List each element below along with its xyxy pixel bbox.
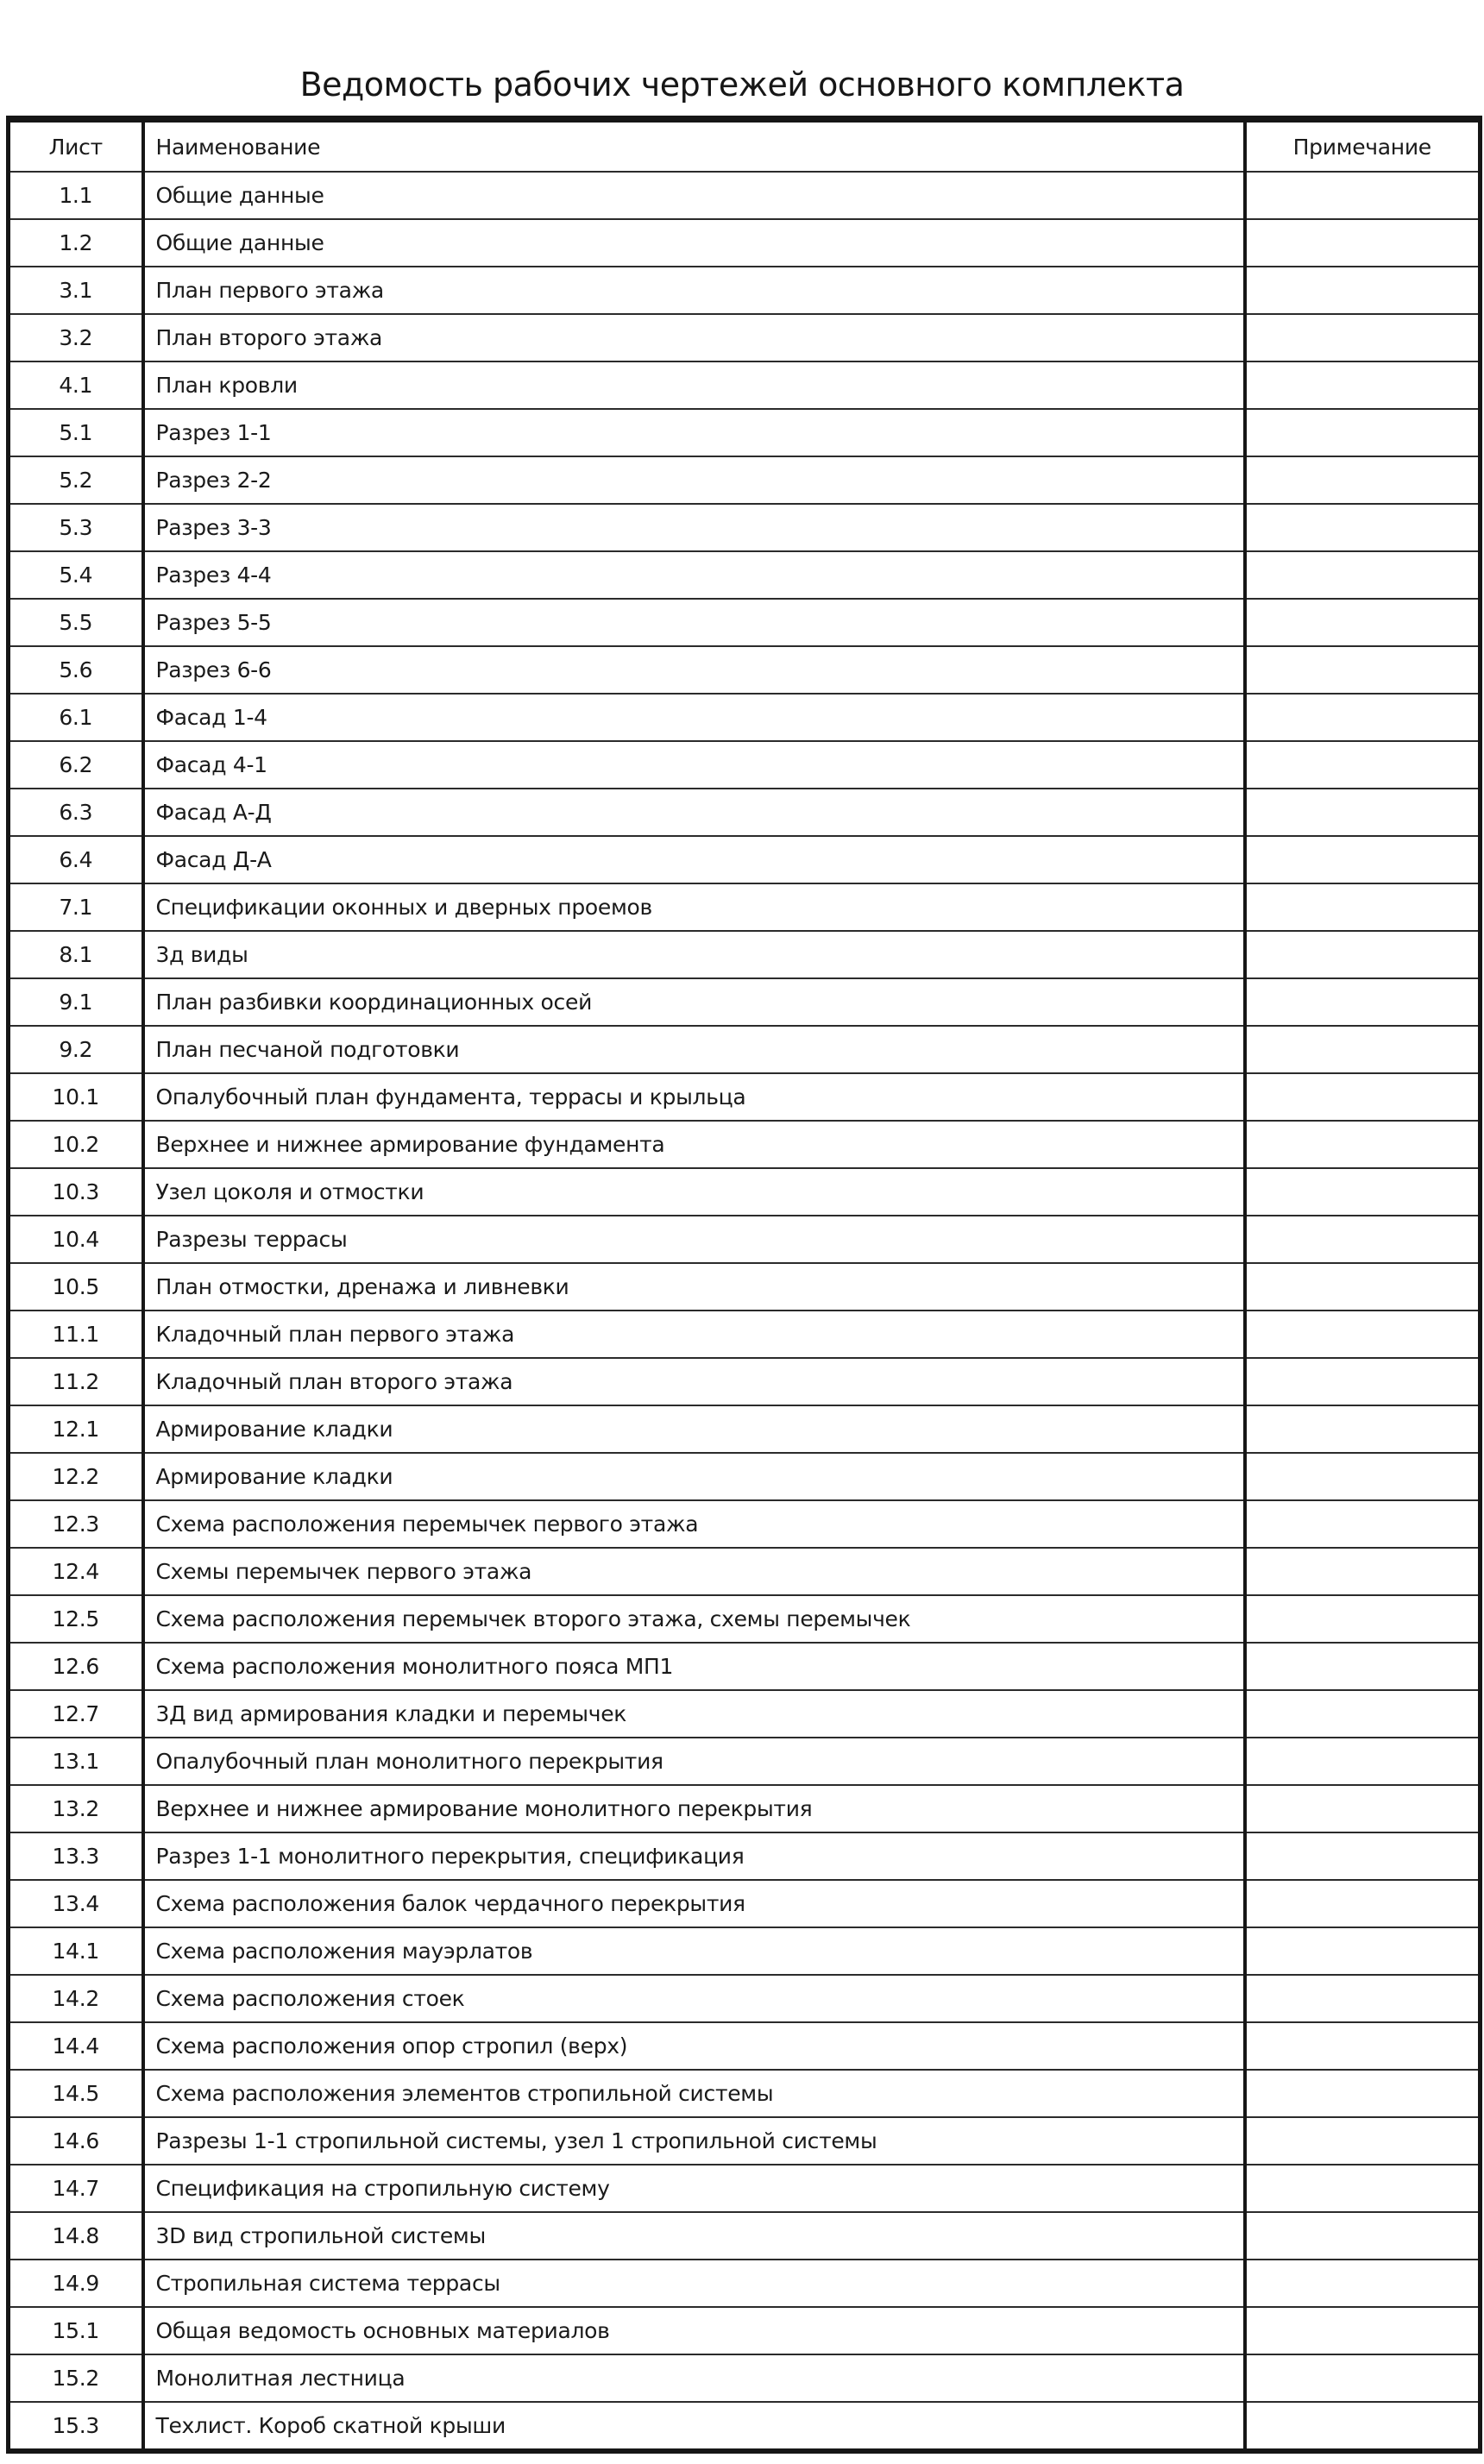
row-name-cell: Схема расположения балок чердачного перекрытия — [143, 1880, 1245, 1927]
table-row — [9, 2022, 1481, 2070]
row-sheet-cell: 15.3 — [9, 2402, 143, 2451]
row-note-cell — [1245, 1975, 1481, 2022]
row-name-cell: Кладочный план первого этажа — [143, 1311, 1245, 1358]
row-name-cell: Спецификация на стропильную систему — [143, 2165, 1245, 2212]
row-note-cell — [1245, 504, 1481, 551]
row-note-cell — [1245, 2022, 1481, 2070]
table-row — [9, 2117, 1481, 2165]
row-note-cell — [1245, 2117, 1481, 2165]
table-row — [9, 1643, 1481, 1690]
row-sheet-cell: 12.5 — [9, 1595, 143, 1643]
drawing-register-table — [6, 116, 1482, 2454]
row-sheet-cell: 3.1 — [9, 267, 143, 314]
row-note-cell — [1245, 1073, 1481, 1121]
column-header-name: Наименование — [143, 119, 1245, 172]
row-sheet-cell: 5.6 — [9, 646, 143, 694]
header-row — [9, 119, 1481, 172]
row-name-cell: Разрез 3-3 — [143, 504, 1245, 551]
column-header-note: Примечание — [1245, 119, 1481, 172]
row-name-cell: Кладочный план второго этажа — [143, 1358, 1245, 1405]
row-note-cell — [1245, 1880, 1481, 1927]
row-sheet-cell: 12.2 — [9, 1453, 143, 1500]
row-name-cell: План кровли — [143, 361, 1245, 409]
table-row — [9, 1690, 1481, 1738]
table-row — [9, 694, 1481, 741]
row-note-cell — [1245, 1500, 1481, 1548]
row-sheet-cell: 13.3 — [9, 1832, 143, 1880]
table-row — [9, 2402, 1481, 2451]
table-row — [9, 599, 1481, 646]
row-sheet-cell: 13.2 — [9, 1785, 143, 1832]
row-name-cell: Фасад Д-А — [143, 836, 1245, 883]
row-sheet-cell: 9.2 — [9, 1026, 143, 1073]
row-sheet-cell: 12.3 — [9, 1500, 143, 1548]
row-note-cell — [1245, 2402, 1481, 2451]
row-sheet-cell: 11.2 — [9, 1358, 143, 1405]
row-sheet-cell: 7.1 — [9, 883, 143, 931]
row-note-cell — [1245, 1595, 1481, 1643]
row-note-cell — [1245, 1168, 1481, 1216]
row-note-cell — [1245, 1358, 1481, 1405]
row-sheet-cell: 14.2 — [9, 1975, 143, 2022]
table-row — [9, 1975, 1481, 2022]
column-header-sheet: Лист — [9, 119, 143, 172]
row-name-cell: Схема расположения опор стропил (верх) — [143, 2022, 1245, 2070]
row-sheet-cell: 14.8 — [9, 2212, 143, 2260]
row-name-cell: Фасад 1-4 — [143, 694, 1245, 741]
row-name-cell: Схема расположения элементов стропильной системы — [143, 2070, 1245, 2117]
row-sheet-cell: 6.2 — [9, 741, 143, 789]
row-note-cell — [1245, 1785, 1481, 1832]
row-note-cell — [1245, 2212, 1481, 2260]
row-name-cell: Разрезы террасы — [143, 1216, 1245, 1263]
row-note-cell — [1245, 2260, 1481, 2307]
row-note-cell — [1245, 456, 1481, 504]
table-row — [9, 409, 1481, 456]
table-row — [9, 504, 1481, 551]
row-note-cell — [1245, 1738, 1481, 1785]
table-row — [9, 1168, 1481, 1216]
table-row — [9, 361, 1481, 409]
row-note-cell — [1245, 2354, 1481, 2402]
row-note-cell — [1245, 267, 1481, 314]
row-note-cell — [1245, 1263, 1481, 1311]
table-row — [9, 1216, 1481, 1263]
table-row — [9, 1263, 1481, 1311]
row-note-cell — [1245, 2307, 1481, 2354]
table-row — [9, 2212, 1481, 2260]
table-row — [9, 1927, 1481, 1975]
row-sheet-cell: 14.1 — [9, 1927, 143, 1975]
row-name-cell: Общие данные — [143, 172, 1245, 219]
row-sheet-cell: 4.1 — [9, 361, 143, 409]
row-sheet-cell: 6.3 — [9, 789, 143, 836]
row-sheet-cell: 15.1 — [9, 2307, 143, 2354]
table-row — [9, 1832, 1481, 1880]
row-note-cell — [1245, 1453, 1481, 1500]
row-sheet-cell: 10.2 — [9, 1121, 143, 1168]
row-sheet-cell: 5.5 — [9, 599, 143, 646]
row-note-cell — [1245, 2070, 1481, 2117]
row-sheet-cell: 12.7 — [9, 1690, 143, 1738]
row-note-cell — [1245, 314, 1481, 361]
table-row — [9, 1453, 1481, 1500]
row-sheet-cell: 6.4 — [9, 836, 143, 883]
row-name-cell: Стропильная система террасы — [143, 2260, 1245, 2307]
row-note-cell — [1245, 1643, 1481, 1690]
row-note-cell — [1245, 1121, 1481, 1168]
row-sheet-cell: 10.3 — [9, 1168, 143, 1216]
row-name-cell: План разбивки координационных осей — [143, 978, 1245, 1026]
row-sheet-cell: 1.1 — [9, 172, 143, 219]
table-row — [9, 1073, 1481, 1121]
row-sheet-cell: 13.4 — [9, 1880, 143, 1927]
row-note-cell — [1245, 409, 1481, 456]
row-name-cell: Разрез 5-5 — [143, 599, 1245, 646]
row-name-cell: 3д виды — [143, 931, 1245, 978]
row-name-cell: Верхнее и нижнее армирование монолитного перекрытия — [143, 1785, 1245, 1832]
row-sheet-cell: 6.1 — [9, 694, 143, 741]
row-note-cell — [1245, 1405, 1481, 1453]
row-sheet-cell: 12.4 — [9, 1548, 143, 1595]
row-name-cell: Армирование кладки — [143, 1405, 1245, 1453]
table-row — [9, 2070, 1481, 2117]
row-sheet-cell: 13.1 — [9, 1738, 143, 1785]
row-note-cell — [1245, 1216, 1481, 1263]
table-row — [9, 267, 1481, 314]
row-name-cell: Разрез 6-6 — [143, 646, 1245, 694]
row-sheet-cell: 3.2 — [9, 314, 143, 361]
row-sheet-cell: 14.5 — [9, 2070, 143, 2117]
row-name-cell: Техлист. Короб скатной крыши — [143, 2402, 1245, 2451]
table-row — [9, 2354, 1481, 2402]
row-sheet-cell: 11.1 — [9, 1311, 143, 1358]
row-sheet-cell: 5.3 — [9, 504, 143, 551]
table-row — [9, 931, 1481, 978]
row-note-cell — [1245, 789, 1481, 836]
table-row — [9, 314, 1481, 361]
row-sheet-cell: 5.2 — [9, 456, 143, 504]
table-row — [9, 2260, 1481, 2307]
table-row — [9, 1548, 1481, 1595]
row-note-cell — [1245, 836, 1481, 883]
row-name-cell: Схема расположения стоек — [143, 1975, 1245, 2022]
table-row — [9, 883, 1481, 931]
row-name-cell: Фасад 4-1 — [143, 741, 1245, 789]
row-name-cell: Узел цоколя и отмостки — [143, 1168, 1245, 1216]
row-note-cell — [1245, 599, 1481, 646]
row-name-cell: Разрез 1-1 монолитного перекрытия, спецификация — [143, 1832, 1245, 1880]
row-note-cell — [1245, 978, 1481, 1026]
row-name-cell: Схема расположения перемычек первого этажа — [143, 1500, 1245, 1548]
table-row — [9, 741, 1481, 789]
table-row — [9, 1738, 1481, 1785]
row-sheet-cell: 14.7 — [9, 2165, 143, 2212]
row-note-cell — [1245, 361, 1481, 409]
page-title: Ведомость рабочих чертежей основного комплекта — [299, 66, 1185, 104]
table-row — [9, 789, 1481, 836]
row-name-cell: Разрезы 1-1 стропильной системы, узел 1 стропильной системы — [143, 2117, 1245, 2165]
table-row — [9, 1785, 1481, 1832]
table-row — [9, 836, 1481, 883]
table-row — [9, 2165, 1481, 2212]
row-sheet-cell: 1.2 — [9, 219, 143, 267]
table-row — [9, 646, 1481, 694]
row-note-cell — [1245, 551, 1481, 599]
row-name-cell: Схема расположения монолитного пояса МП1 — [143, 1643, 1245, 1690]
row-note-cell — [1245, 1026, 1481, 1073]
table-row — [9, 172, 1481, 219]
row-name-cell: План второго этажа — [143, 314, 1245, 361]
row-name-cell: Общая ведомость основных материалов — [143, 2307, 1245, 2354]
table-row — [9, 1500, 1481, 1548]
row-name-cell: Общие данные — [143, 219, 1245, 267]
row-sheet-cell: 14.6 — [9, 2117, 143, 2165]
row-name-cell: Армирование кладки — [143, 1453, 1245, 1500]
row-name-cell: Опалубочный план монолитного перекрытия — [143, 1738, 1245, 1785]
table-row — [9, 1121, 1481, 1168]
table-row — [9, 978, 1481, 1026]
row-name-cell: Разрез 4-4 — [143, 551, 1245, 599]
row-sheet-cell: 14.9 — [9, 2260, 143, 2307]
row-sheet-cell: 12.1 — [9, 1405, 143, 1453]
row-note-cell — [1245, 1832, 1481, 1880]
row-note-cell — [1245, 883, 1481, 931]
row-sheet-cell: 9.1 — [9, 978, 143, 1026]
row-name-cell: Схемы перемычек первого этажа — [143, 1548, 1245, 1595]
row-name-cell: Спецификации оконных и дверных проемов — [143, 883, 1245, 931]
table-row — [9, 219, 1481, 267]
row-note-cell — [1245, 2165, 1481, 2212]
row-note-cell — [1245, 931, 1481, 978]
table-row — [9, 456, 1481, 504]
row-sheet-cell: 5.4 — [9, 551, 143, 599]
table-row — [9, 1026, 1481, 1073]
row-name-cell: Опалубочный план фундамента, террасы и крыльца — [143, 1073, 1245, 1121]
row-note-cell — [1245, 1311, 1481, 1358]
table-row — [9, 1880, 1481, 1927]
row-note-cell — [1245, 1690, 1481, 1738]
row-sheet-cell: 10.5 — [9, 1263, 143, 1311]
row-name-cell: 3Д вид армирования кладки и перемычек — [143, 1690, 1245, 1738]
row-sheet-cell: 15.2 — [9, 2354, 143, 2402]
row-name-cell: План отмостки, дренажа и ливневки — [143, 1263, 1245, 1311]
row-note-cell — [1245, 646, 1481, 694]
row-sheet-cell: 14.4 — [9, 2022, 143, 2070]
table-row — [9, 551, 1481, 599]
table-row — [9, 1358, 1481, 1405]
row-name-cell: Монолитная лестница — [143, 2354, 1245, 2402]
table-row — [9, 1311, 1481, 1358]
row-name-cell: План первого этажа — [143, 267, 1245, 314]
row-sheet-cell: 10.4 — [9, 1216, 143, 1263]
row-name-cell: 3D вид стропильной системы — [143, 2212, 1245, 2260]
row-name-cell: Разрез 1-1 — [143, 409, 1245, 456]
row-note-cell — [1245, 1927, 1481, 1975]
row-name-cell: План песчаной подготовки — [143, 1026, 1245, 1073]
table-row — [9, 1405, 1481, 1453]
table-row — [9, 1595, 1481, 1643]
row-sheet-cell: 12.6 — [9, 1643, 143, 1690]
row-sheet-cell: 5.1 — [9, 409, 143, 456]
row-name-cell: Схема расположения мауэрлатов — [143, 1927, 1245, 1975]
table-header — [9, 119, 1481, 172]
row-sheet-cell: 10.1 — [9, 1073, 143, 1121]
row-name-cell: Фасад А-Д — [143, 789, 1245, 836]
row-note-cell — [1245, 741, 1481, 789]
row-note-cell — [1245, 219, 1481, 267]
row-name-cell: Разрез 2-2 — [143, 456, 1245, 504]
row-note-cell — [1245, 694, 1481, 741]
table-row — [9, 2307, 1481, 2354]
row-name-cell: Верхнее и нижнее армирование фундамента — [143, 1121, 1245, 1168]
table-body — [9, 172, 1481, 2451]
row-name-cell: Схема расположения перемычек второго этажа, схемы перемычек — [143, 1595, 1245, 1643]
row-sheet-cell: 8.1 — [9, 931, 143, 978]
row-note-cell — [1245, 1548, 1481, 1595]
row-note-cell — [1245, 172, 1481, 219]
